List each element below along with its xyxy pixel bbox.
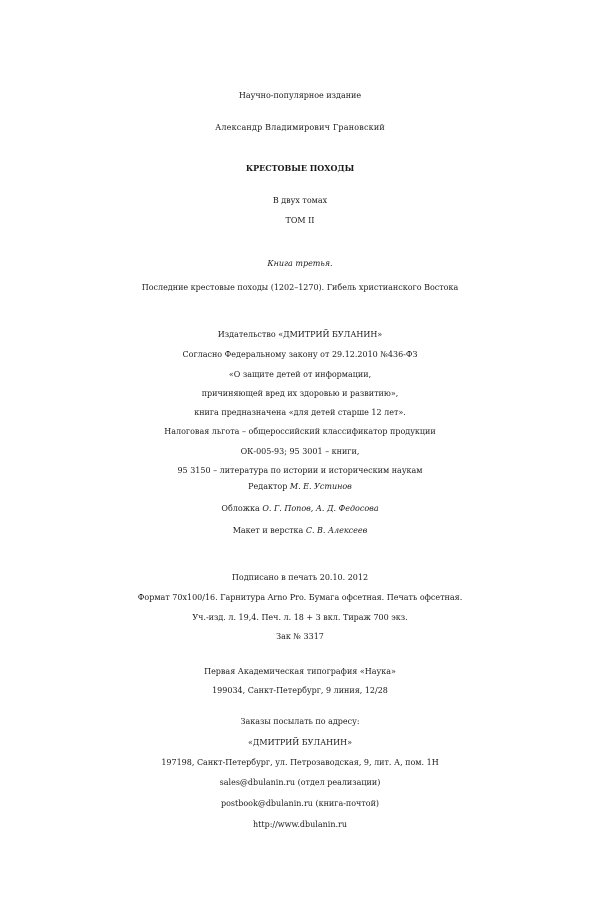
volumes-count: В двух томах	[272, 196, 328, 205]
orders-name: «ДМИТРИЙ БУЛАНИН»	[248, 738, 352, 747]
signed-date: Подписано в печать 20.10. 2012	[231, 573, 369, 582]
tax-line: Налоговая льгота – общероссийский классификатор продукции	[164, 427, 436, 436]
printer-address: 199034, Санкт-Петербург, 9 линия, 12/28	[212, 686, 388, 695]
book-label: Книга третья.	[267, 259, 333, 268]
tax-line: 95 3150 – литература по истории и историческим наукам	[177, 466, 423, 475]
cover-credit	[0, 504, 600, 514]
order-number: Зак № 3317	[276, 632, 324, 641]
layout-credit	[0, 526, 600, 536]
printer-name: Первая Академическая типография «Наука»	[204, 667, 396, 676]
law-line: Согласно Федеральному закону от 29.12.2010 №436-ФЗ	[182, 350, 418, 359]
cover-label: Обложка	[221, 504, 260, 513]
volume-number: ТОМ II	[285, 216, 315, 225]
editor-name: М. Е. Устинов	[289, 482, 352, 491]
author-name: Александр Владимирович Грановский	[215, 123, 385, 132]
cover-names: О. Г. Попов, А. Д. Федосова	[262, 504, 379, 513]
website-url: http://www.dbulanin.ru	[252, 820, 348, 829]
layout-label: Макет и верстка	[232, 526, 304, 535]
law-line: книга предназначена «для детей старше 12 лет».	[194, 408, 406, 417]
orders-address: 197198, Санкт-Петербург, ул. Петрозаводская, 9, лит. А, пом. 1Н	[161, 758, 439, 767]
book-title: КРЕСТОВЫЕ ПОХОДЫ	[245, 163, 355, 173]
sales-email: sales@dbulanin.ru (отдел реализации)	[219, 778, 381, 787]
layout-name: С. В. Алексеев	[305, 526, 368, 535]
editor-label: Редактор	[248, 482, 288, 491]
publisher-name: Издательство «ДМИТРИЙ БУЛАНИН»	[217, 330, 383, 339]
law-line: причиняющей вред их здоровью и развитию»,	[201, 389, 399, 398]
edition-type: Научно-популярное издание	[238, 91, 362, 100]
law-line: «О защите детей от информации,	[228, 370, 372, 379]
post-email: postbook@dbulanin.ru (книга-почтой)	[220, 799, 380, 808]
sheets-line: Уч.-изд. л. 19,4. Печ. л. 18 + 3 вкл. Тираж 700 экз.	[192, 613, 408, 622]
editor-credit	[0, 482, 600, 492]
tax-line: ОК-005-93; 95 3001 – книги,	[240, 447, 360, 456]
format-line: Формат 70x100/16. Гарнитура Arno Pro. Бумага офсетная. Печать офсетная.	[137, 593, 463, 602]
book-subtitle: Последние крестовые походы (1202–1270). Гибель христианского Востока	[141, 283, 459, 292]
orders-heading: Заказы посылать по адресу:	[240, 717, 360, 726]
